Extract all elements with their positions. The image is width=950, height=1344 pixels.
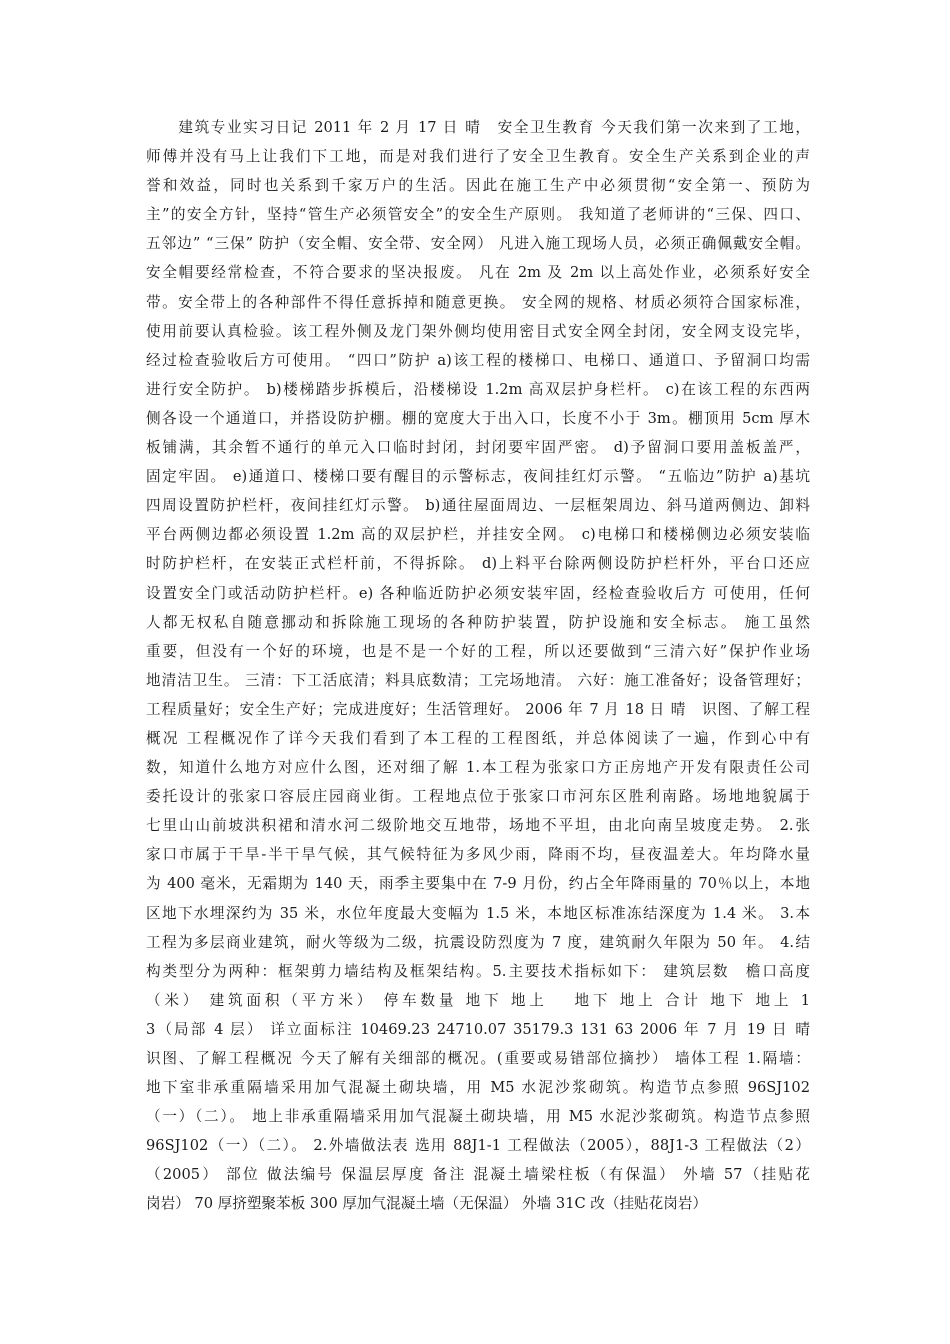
text-line: 人都无权私自随意挪动和拆除施工现场的各种防护装置，防护设施和安全标志。 施工虽然 bbox=[146, 613, 810, 631]
text-line: 工程质量好；安全生产好；完成进度好；生活管理好。 2006 年 7 月 18 日 晴 识图、了解工程 bbox=[146, 700, 810, 718]
text-line: 设置安全门或活动防护栏杆。e) 各种临近防护必须安装牢固，经检查验收后方 可使用，任何 bbox=[146, 584, 810, 602]
text-line: 地清洁卫生。 三清：下工活底清；料具底数清；工完场地清。 六好：施工准备好；设备管理好； bbox=[146, 671, 810, 689]
text-line: 七里山山前坡洪积裙和清水河二级阶地交互地带，场地不平坦，由北向南呈坡度走势。 2.张 bbox=[146, 817, 810, 835]
body-text bbox=[146, 113, 810, 1219]
text-line: 带。安全带上的各种部件不得任意拆掉和随意更换。 安全网的规格、材质必须符合国家标准， bbox=[146, 293, 810, 311]
text-line: 区地下水埋深约为 35 米，水位年度最大变幅为 1.5 米，本地区标准冻结深度为 1.4 米。 3.本 bbox=[146, 904, 810, 922]
text-line: 识图、了解工程概况 今天了解有关细部的概况。(重要或易错部位摘抄） 墙体工程 1.隔墙： bbox=[146, 1050, 810, 1067]
text-line: 师傅并没有马上让我们下工地，而是对我们进行了安全卫生教育。安全生产关系到企业的声 bbox=[146, 148, 810, 166]
text-line: 誉和效益，同时也关系到千家万户的生活。因此在施工生产中必须贯彻“安全第一、预防为 bbox=[146, 177, 810, 195]
text-line: 3（局部 4 层） 详立面标注 10469.23 24710.07 35179.3 131 63 2006 年 7 月 19 日 晴 bbox=[146, 1020, 810, 1038]
text-line: （米） 建筑面积（平方米） 停车数量 地下 地上 地下 地上 合计 地下 地上 1 bbox=[146, 991, 810, 1009]
text-line: 地下室非承重隔墙采用加气混凝土砌块墙，用 M5 水泥沙浆砌筑。构造节点参照 96SJ102 bbox=[146, 1079, 810, 1097]
text-line: 固定牢固。 e)通道口、楼梯口要有醒目的示警标志，夜间挂红灯示警。 “五临边”防护 a)基坑 bbox=[146, 468, 810, 486]
text-line: 96SJ102（一）（二）。 2.外墙做法表 选用 88J1-1 工程做法（2005），88J1-3 工程做法（2） bbox=[146, 1137, 810, 1155]
text-line: 时防护栏杆，在安装正式栏杆前，不得拆除。 d)上料平台除两侧设防护栏杆外，平台口还应 bbox=[146, 555, 810, 573]
text-line: 岗岩） 70 厚挤塑聚苯板 300 厚加气混凝土墙（无保温） 外墙 31C 改（挂贴花岗岩） bbox=[146, 1195, 708, 1213]
text-line: 建筑专业实习日记 2011 年 2 月 17 日 晴 安全卫生教育 今天我们第一次来到了工地， bbox=[146, 119, 810, 136]
text-line: 概况 工程概况作了详今天我们看到了本工程的工程图纸，并总体阅读了一遍，作到心中有 bbox=[146, 729, 810, 747]
text-line: 使用前要认真检验。该工程外侧及龙门架外侧均使用密目式安全网全封闭，安全网支设完毕， bbox=[146, 322, 810, 340]
text-line: 为 400 毫米，无霜期为 140 天，雨季主要集中在 7-9 月份，约占全年降雨量的 70％以上，本地 bbox=[146, 875, 810, 893]
text-line: （2005） 部位 做法编号 保温层厚度 备注 混凝土墙梁柱板（有保温） 外墙 57（挂贴花 bbox=[146, 1166, 810, 1184]
text-line: 构类型分为两种：框架剪力墙结构及框架结构。5.主要技术指标如下： 建筑层数 檐口高度 bbox=[146, 962, 810, 980]
text-line: 委托设计的张家口容辰庄园商业街。工程地点位于张家口市河东区胜利南路。场地地貌属于 bbox=[146, 788, 810, 806]
text-line: 安全帽要经常检查，不符合要求的坚决报废。 凡在 2m 及 2m 以上高处作业，必须系好安全 bbox=[146, 264, 810, 282]
text-line: 工程为多层商业建筑，耐火等级为二级，抗震设防烈度为 7 度，建筑耐久年限为 50 年。 4.结 bbox=[146, 933, 810, 951]
text-line: 经过检查验收后方可使用。 “四口”防护 a)该工程的楼梯口、电梯口、通道口、予留洞口均需 bbox=[146, 351, 810, 369]
text-line: 数，知道什么地方对应什么图，还对细了解 1.本工程为张家口方正房地产开发有限责任公司 bbox=[146, 759, 810, 777]
text-line: 板铺满，其余暂不通行的单元入口临时封闭，封闭要牢固严密。 d)予留洞口要用盖板盖严， bbox=[146, 439, 810, 457]
text-line: 重要，但没有一个好的环境，也是不是一个好的工程，所以还要做到“三清六好”保护作业场 bbox=[146, 642, 810, 660]
text-line: 五邻边” “三保” 防护（安全帽、安全带、安全网） 凡进入施工现场人员，必须正确佩戴安全帽。 bbox=[146, 235, 810, 253]
text-line: 侧各设一个通道口，并搭设防护棚。棚的宽度大于出入口，长度不小于 3m。棚顶用 5cm 厚木 bbox=[146, 409, 810, 427]
text-line: 家口市属于干旱-半干旱气候，其气候特征为多风少雨，降雨不均，昼夜温差大。年均降水量 bbox=[146, 846, 810, 864]
text-line: 进行安全防护。 b)楼梯踏步拆模后，沿楼梯设 1.2m 高双层护身栏杆。 c)在该工程的东西两 bbox=[146, 380, 810, 398]
text-line: 平台两侧边都必须设置 1.2m 高的双层护栏，并挂安全网。 c)电梯口和楼梯侧边必须安装临 bbox=[146, 526, 810, 544]
text-line: （一）（二）。 地上非承重隔墙采用加气混凝土砌块墙，用 M5 水泥沙浆砌筑。构造节点参照 bbox=[146, 1108, 810, 1126]
text-line: 四周设置防护栏杆，夜间挂红灯示警。 b)通往屋面周边、一层框架周边、斜马道两侧边、卸料 bbox=[146, 497, 810, 515]
text-line: 主”的安全方针，坚持“管生产必须管安全”的安全生产原则。 我知道了老师讲的“三保、四口、 bbox=[146, 206, 810, 224]
